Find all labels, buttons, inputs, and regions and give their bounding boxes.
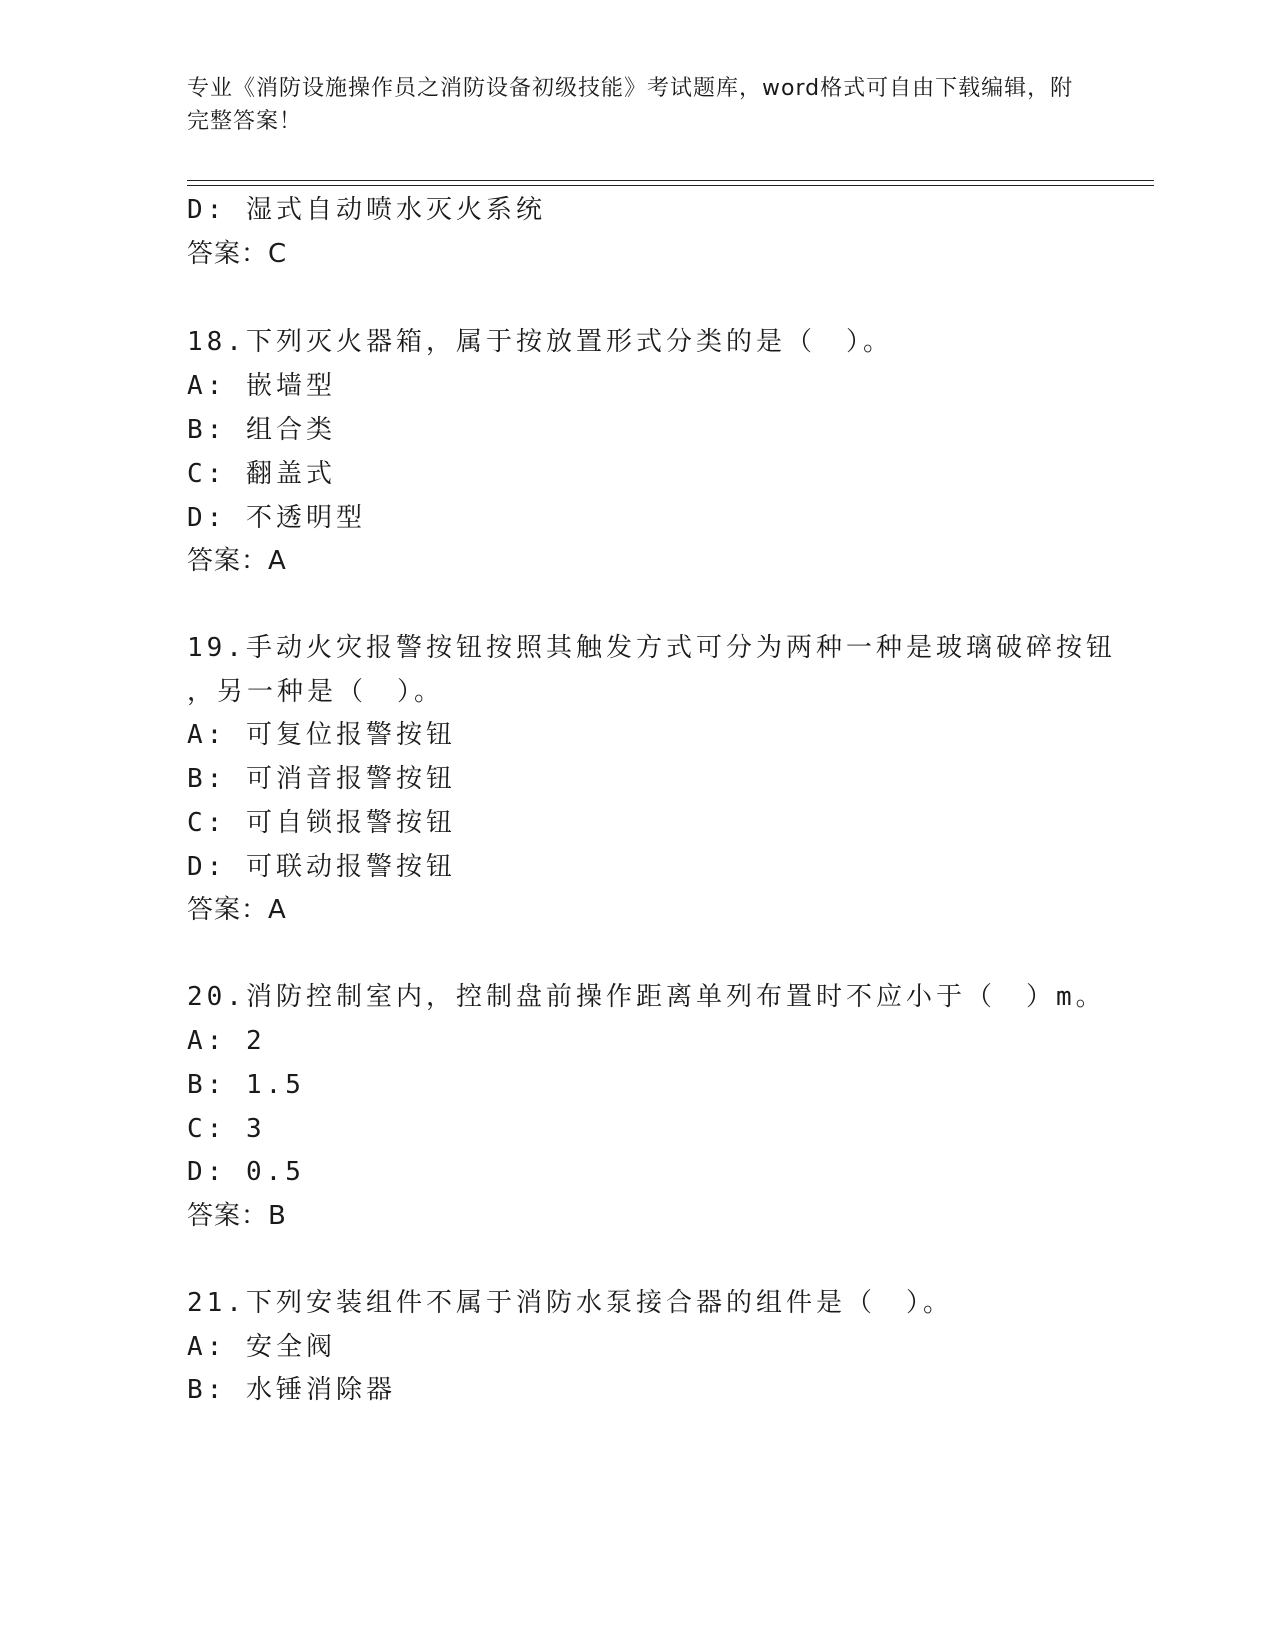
question-18-stem: 18.下列灭火器箱，属于按放置形式分类的是（ ）。 (187, 327, 893, 357)
question-18-option-a: A: 嵌墙型 (187, 371, 336, 401)
question-20-answer: 答案：B (187, 1201, 287, 1231)
question-19-stem-line1: 19.手动火灾报警按钮按照其触发方式可分为两种一种是玻璃破碎按钮 (187, 633, 1116, 663)
question-18-option-b: B: 组合类 (187, 415, 336, 445)
prev-question-option-d: D: 湿式自动喷水灭火系统 (187, 195, 546, 225)
question-20-option-b: B: 1.5 (187, 1070, 305, 1100)
question-21-option-b: B: 水锤消除器 (187, 1375, 396, 1405)
question-18-option-d: D: 不透明型 (187, 503, 366, 533)
question-19-option-a: A: 可复位报警按钮 (187, 720, 456, 750)
question-18-option-c: C: 翻盖式 (187, 459, 336, 489)
question-19-option-b: B: 可消音报警按钮 (187, 764, 456, 794)
question-19-option-d: D: 可联动报警按钮 (187, 852, 456, 882)
prev-question-answer: 答案：C (187, 239, 288, 269)
header-divider-bottom (187, 185, 1154, 186)
question-19-option-c: C: 可自锁报警按钮 (187, 808, 456, 838)
question-21-stem: 21.下列安装组件不属于消防水泵接合器的组件是（ ）。 (187, 1288, 953, 1318)
question-20-option-d: D: 0.5 (187, 1157, 305, 1187)
document-header: 专业《消防设施操作员之消防设备初级技能》考试题库，word格式可自由下载编辑，附完整答案！ (187, 76, 1074, 134)
question-20-stem: 20.消防控制室内，控制盘前操作距离单列布置时不应小于（ ）m。 (187, 982, 1106, 1012)
header-divider-top (187, 180, 1154, 181)
question-20-option-c: C: 3 (187, 1114, 266, 1144)
question-18-answer: 答案：A (187, 546, 287, 576)
question-19-stem-line2: ，另一种是（ ）。 (187, 677, 445, 707)
question-20-option-a: A: 2 (187, 1026, 266, 1056)
question-21-option-a: A: 安全阀 (187, 1332, 336, 1362)
question-19-answer: 答案：A (187, 895, 287, 925)
